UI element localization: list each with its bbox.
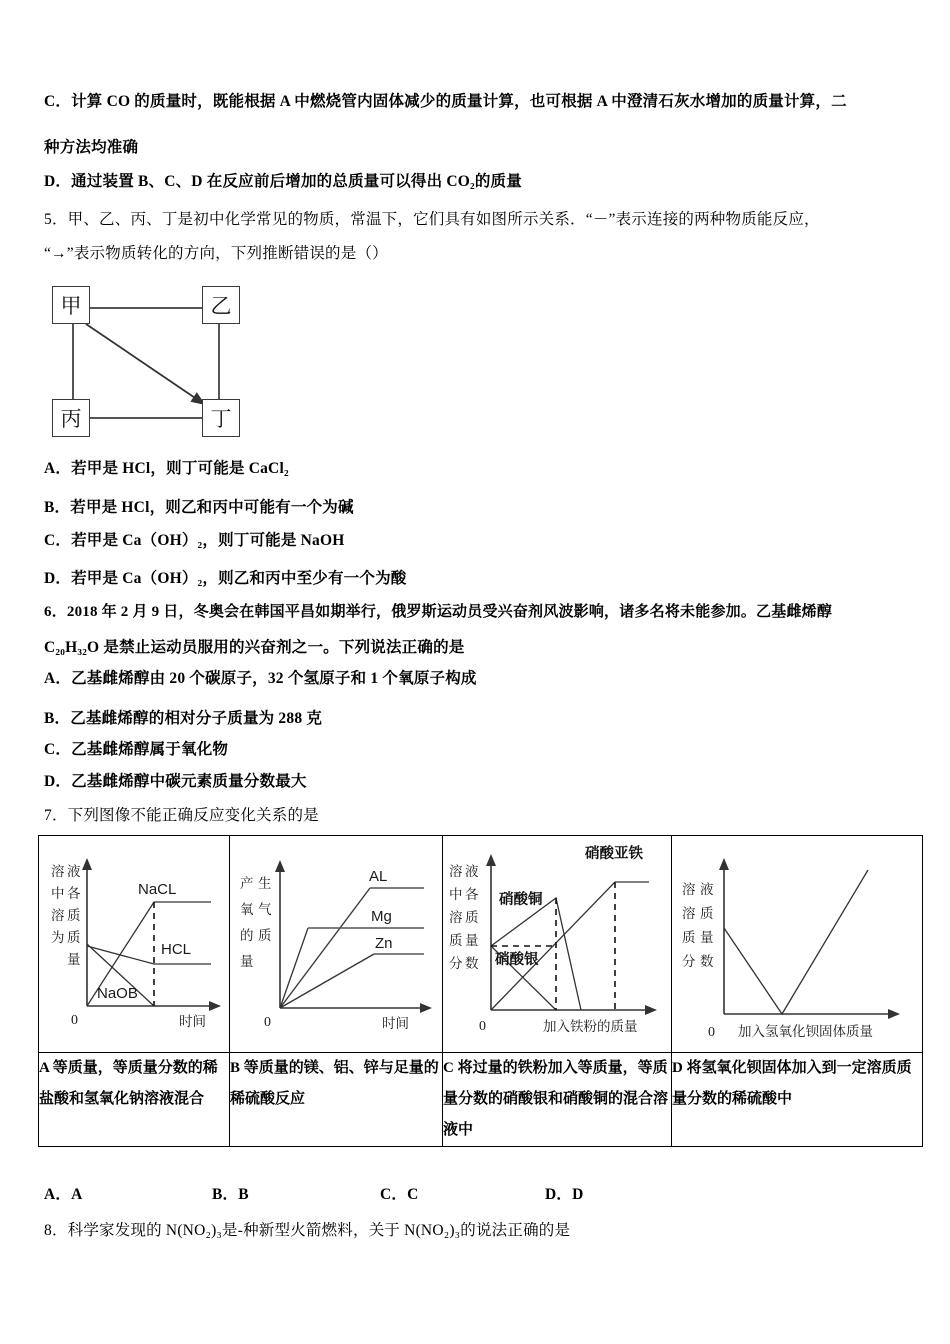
q5-option-a: A．若甲是 HCl，则丁可能是 CaCl₂	[44, 460, 289, 477]
chart-a-label-naob: NaOB	[97, 985, 138, 1002]
chart-c-x-arrow	[645, 1005, 657, 1015]
chart-c-y-arrow	[486, 854, 496, 866]
chart-d-ylabel-col1-char1: 溶	[682, 882, 696, 897]
chart-c-origin-label: 0	[479, 1019, 486, 1034]
diagram-box-ding	[202, 399, 240, 437]
chart-cell-d	[672, 836, 923, 1053]
chart-a-ylabel-col1-char4: 为	[51, 930, 65, 945]
chart-a-xlabel: 时间	[179, 1014, 206, 1029]
chart-b-ylabel-col2-char1: 生	[258, 876, 272, 891]
chart-cell-c	[443, 836, 672, 1053]
chart-c-ylabel-col2-char2: 各	[465, 887, 479, 902]
chart-b-ylabel-col1-char2: 氧	[240, 902, 254, 917]
q7-answer-b: B．B	[212, 1186, 249, 1203]
q6-option-a: A．乙基雌烯醇由 20 个碳原子，32 个氢原子和 1 个氧原子构成	[44, 670, 477, 687]
diagram-box-yi	[202, 286, 240, 324]
table-row-captions	[39, 1053, 923, 1147]
chart-caption-d: D 将氢氧化钡固体加入到一定溶质质量分数的稀硫酸中	[672, 1053, 923, 1147]
chart-c-ylabel-col2-char1: 液	[465, 864, 479, 879]
chart-cell-a	[39, 836, 230, 1053]
diagram-box-bing-label: 丙	[60, 407, 82, 431]
chart-b-series-zn	[280, 954, 374, 1008]
chart-b-series-mg	[280, 928, 308, 1008]
q5-stem-line2: “→”表示物质转化的方向，下列推断错误的是（）	[44, 245, 388, 262]
chart-b-label-mg: Mg	[371, 908, 392, 925]
table-row-charts	[39, 836, 923, 1053]
q4-option-c-line2: 种方法均准确	[44, 139, 139, 156]
chart-c-ylabel-col1-char5: 分	[449, 956, 463, 971]
chart-c-label-xiaosuanyin: 硝酸银	[495, 952, 539, 968]
chart-d-ylabel-col1-char2: 溶	[682, 906, 696, 921]
q4-option-d: D．通过装置 B、C、D 在反应前后增加的总质量可以得出 CO₂的质量	[44, 173, 522, 190]
q6-option-c: C．乙基雌烯醇属于氧化物	[44, 741, 229, 758]
chart-a-ylabel-col1-char2: 中	[51, 886, 65, 901]
chart-comparison-table	[38, 835, 923, 1147]
chart-d-series-v-curve	[724, 870, 868, 1014]
q6-stem-line2: C₂₀H₃₂O 是禁止运动员服用的兴奋剂之一。下列说法正确的是	[44, 639, 465, 656]
chart-a-graphic	[39, 836, 229, 1052]
chart-c-ylabel-col2-char3: 质	[465, 910, 479, 925]
q5-option-d: D．若甲是 Ca（OH）₂，则乙和丙中至少有一个为酸	[44, 570, 407, 587]
chart-a-ylabel-col2-char2: 各	[67, 886, 81, 901]
chart-b-series-al	[280, 888, 370, 1008]
chart-a-ylabel-col2-char5: 量	[67, 952, 81, 967]
chart-d-graphic	[672, 836, 922, 1052]
chart-b-xlabel: 时间	[382, 1016, 409, 1031]
q4-option-c-line1: C．计算 CO 的质量时，既能根据 A 中燃烧管内固体减少的质量计算，也可根据 A 中澄清石灰水增加的质量计算，二	[44, 93, 847, 110]
q8-stem: 8．科学家发现的 N(NO₂)₃是-种新型火箭燃料，关于 N(NO₂)₃的说法正确的是	[44, 1222, 571, 1239]
q7-answer-d: D．D	[545, 1186, 584, 1203]
chart-d-xlabel: 加入氢氧化钡固体质量	[738, 1024, 873, 1039]
chart-d-ylabel-col2-char4: 数	[700, 954, 714, 969]
chart-d-y-arrow	[719, 858, 729, 870]
chart-a-x-arrow	[209, 1001, 221, 1011]
chart-d-ylabel-col2-char1: 液	[700, 882, 714, 897]
chart-b-label-al: AL	[369, 868, 388, 885]
chart-b-ylabel-col1-char4: 量	[240, 954, 254, 969]
chart-a-ylabel-col1-char3: 溶	[51, 908, 65, 923]
chart-d-origin-label: 0	[708, 1025, 715, 1040]
chart-b-ylabel-col2-char2: 气	[258, 902, 272, 917]
relation-diagram	[52, 286, 252, 436]
chart-caption-b: B 等质量的镁、铝、锌与足量的稀硫酸反应	[230, 1053, 443, 1147]
q6-stem-line1: 6．2018 年 2 月 9 日，冬奥会在韩国平昌如期举行，俄罗斯运动员受兴奋剂风波影响，诸多名将未能参加。乙基雌烯醇	[44, 604, 833, 620]
chart-a-label-hcl: HCL	[161, 941, 192, 958]
q7-answer-c: C．C	[380, 1186, 419, 1203]
q5-option-b: B．若甲是 HCl，则乙和丙中可能有一个为碱	[44, 499, 354, 516]
chart-c-xlabel: 加入铁粉的质量	[543, 1019, 638, 1034]
chart-c-ylabel-col1-char3: 溶	[449, 910, 463, 925]
q7-stem: 7．下列图像不能正确反应变化关系的是	[44, 807, 319, 824]
chart-b-graphic	[230, 836, 442, 1052]
chart-b-ylabel-col1-char3: 的	[240, 928, 254, 943]
chart-a-origin-label: 0	[71, 1013, 78, 1028]
chart-d-ylabel-col1-char4: 分	[682, 954, 696, 969]
diagram-box-jia-label: 甲	[60, 294, 82, 318]
chart-b-x-arrow	[420, 1003, 432, 1013]
chart-c-ylabel-col2-char5: 数	[465, 956, 479, 971]
diagram-box-bing	[52, 399, 90, 437]
chart-a-y-arrow	[82, 858, 92, 870]
chart-b-ylabel-col2-char3: 质	[258, 928, 272, 943]
chart-a-ylabel-col2-char1: 液	[67, 864, 81, 879]
chart-c-label-xiaosuanyatie: 硝酸亚铁	[585, 846, 643, 862]
chart-c-ylabel-col1-char2: 中	[449, 887, 463, 902]
chart-b-ylabel-col1-char1: 产	[240, 876, 254, 891]
chart-a-ylabel-col2-char4: 质	[67, 930, 81, 945]
q6-option-b: B．乙基雌烯醇的相对分子质量为 288 克	[44, 710, 323, 727]
chart-c-graphic	[443, 836, 671, 1052]
chart-c-ylabel-col1-char1: 溶	[449, 864, 463, 879]
diagram-box-yi-label: 乙	[210, 294, 232, 318]
diagram-box-jia	[52, 286, 90, 324]
chart-b-origin-label: 0	[264, 1015, 271, 1030]
chart-caption-a: A 等质量，等质量分数的稀盐酸和氢氧化钠溶液混合	[39, 1053, 230, 1147]
chart-c-label-xiaosuantong: 硝酸铜	[499, 892, 543, 908]
chart-caption-c: C 将过量的铁粉加入等质量，等质量分数的硝酸银和硝酸铜的混合溶液中	[443, 1053, 672, 1147]
q5-option-c: C．若甲是 Ca（OH）₂，则丁可能是 NaOH	[44, 532, 345, 549]
q7-answer-a: A．A	[44, 1186, 83, 1203]
chart-a-label-nacl: NaCL	[138, 881, 177, 898]
q6-option-d: D．乙基雌烯醇中碳元素质量分数最大	[44, 773, 307, 790]
chart-a-series-hcl	[87, 946, 154, 964]
chart-d-ylabel-col1-char3: 质	[682, 930, 696, 945]
diagram-box-ding-label: 丁	[210, 407, 232, 431]
chart-b-y-arrow	[275, 860, 285, 872]
chart-d-ylabel-col2-char3: 量	[700, 930, 714, 945]
q5-stem-line1: 5．甲、乙、丙、丁是初中化学常见的物质，常温下，它们具有如图所示关系．“－”表示连接的两种物质能反应，	[44, 211, 820, 228]
chart-cell-b	[230, 836, 443, 1053]
chart-b-label-zn: Zn	[375, 935, 393, 952]
chart-d-x-arrow	[888, 1009, 900, 1019]
chart-d-ylabel-col2-char2: 质	[700, 906, 714, 921]
chart-c-ylabel-col2-char4: 量	[465, 933, 479, 948]
chart-c-ylabel-col1-char4: 质	[449, 933, 463, 948]
chart-a-ylabel-col1-char1: 溶	[51, 864, 65, 879]
chart-a-ylabel-col2-char3: 质	[67, 908, 81, 923]
